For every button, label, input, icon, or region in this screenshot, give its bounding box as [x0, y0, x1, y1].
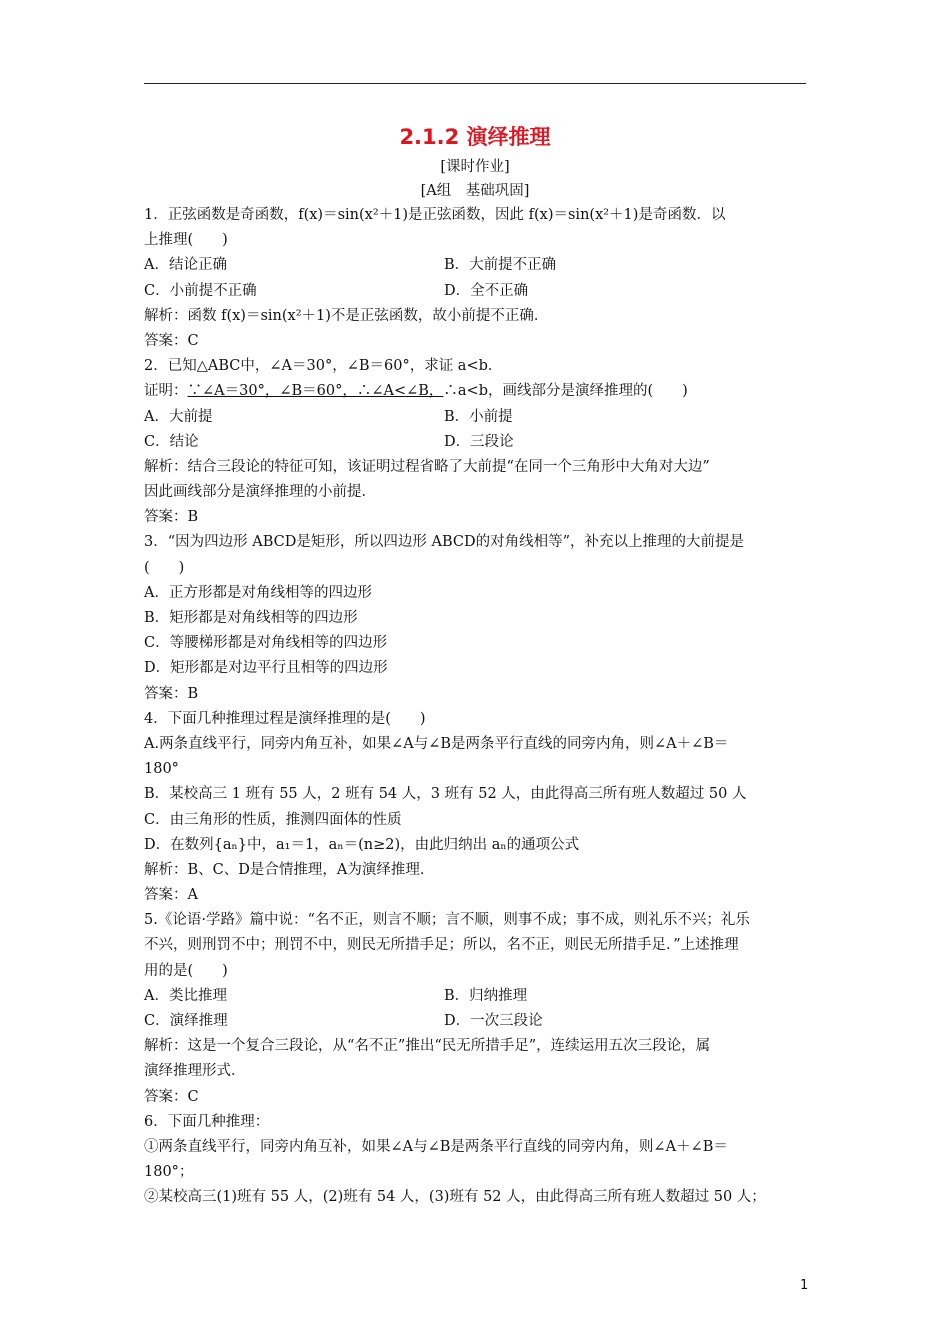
text-line [144, 782, 814, 807]
line-text: 1．正弦函数是奇函数，f(x)＝sin(x²＋1)是正弦函数，因此 f(x)＝sin(x²＋1)是奇函数．以 [144, 207, 726, 223]
line-text: ∴a<b，画线部分是演绎推理的( ) [443, 383, 688, 400]
line-text: 答案：C [144, 332, 199, 349]
line-text: ②某校高三(1)班有 55 人，(2)班有 54 人，(3)班有 52 人，由此得高三所有班人数超过 50 人； [144, 1189, 766, 1206]
text-line [144, 1160, 814, 1185]
text-line [144, 631, 814, 656]
line-text: 答案：C [144, 1088, 199, 1105]
option-left: A．结论正确 [144, 257, 227, 274]
line-prefix: 证明： [144, 383, 188, 400]
subtitle: [课时作业] [440, 159, 510, 175]
text-line [144, 933, 814, 958]
header-rule [144, 83, 806, 84]
text-line [144, 1034, 814, 1059]
text-line [144, 405, 814, 430]
line-text: 180°； [144, 1164, 194, 1181]
text-line [144, 959, 814, 984]
option-right: B．归纳推理 [444, 987, 528, 1004]
text-line [144, 984, 814, 1009]
text-line [144, 808, 814, 833]
line-text: 解析：结合三段论的特征可知，该证明过程省略了大前提“在同一个三角形中大角对大边” [144, 458, 710, 475]
line-text: 解析：函数 f(x)＝sin(x²＋1)不是正弦函数，故小前提不正确． [144, 307, 549, 324]
text-line [144, 656, 814, 681]
line-text: 用的是( ) [144, 962, 228, 979]
text-line [144, 1009, 814, 1034]
text-line [144, 682, 814, 707]
line-text: 解析：这是一个复合三段论，从“名不正”推出“民无所措手足”，连续运用五次三段论，属 [144, 1038, 711, 1055]
text-line [144, 354, 814, 379]
text-line [144, 1135, 814, 1160]
page-title: 2.1.2 演绎推理 [399, 125, 551, 149]
line-text: ①两条直线平行，同旁内角互补，如果∠A与∠B是两条平行直线的同旁内角，则∠A＋∠B＝ [144, 1138, 728, 1155]
line-text: C．等腰梯形都是对角线相等的四边形 [144, 635, 388, 652]
line-text: 6．下面几种推理： [144, 1113, 270, 1130]
text-line [144, 505, 814, 530]
text-line [144, 480, 814, 505]
text-line [144, 908, 814, 933]
option-right: D．全不正确 [444, 282, 529, 299]
option-right: B．大前提不正确 [444, 257, 557, 274]
line-text: 因此画线部分是演绎推理的小前提． [144, 484, 376, 501]
line-text: C．由三角形的性质，推测四面体的性质 [144, 811, 402, 828]
line-text: 不兴，则刑罚不中；刑罚不中，则民无所措手足；所以，名不正，则民无所措手足．”上述推理 [144, 937, 739, 954]
text-line [144, 304, 814, 329]
text-line [144, 279, 814, 304]
option-left: A．大前提 [144, 408, 213, 425]
text-line [144, 732, 814, 757]
document-body [144, 203, 814, 1211]
line-text: 上推理( ) [144, 232, 228, 249]
option-left: C．结论 [144, 433, 199, 450]
text-line [144, 556, 814, 581]
text-line [144, 329, 814, 354]
page-number: 1 [800, 1278, 809, 1293]
line-text: D．矩形都是对边平行且相等的四边形 [144, 660, 388, 677]
text-line [144, 833, 814, 858]
text-line [144, 530, 814, 555]
text-line [144, 707, 814, 732]
text-line [144, 253, 814, 278]
line-text: 4．下面几种推理过程是演绎推理的是( ) [144, 710, 426, 727]
text-line [144, 379, 814, 404]
option-left: C．小前提不正确 [144, 282, 257, 299]
text-line [144, 203, 814, 228]
option-left: C．演绎推理 [144, 1013, 228, 1029]
underlined-premise: ∵∠A＝30°，∠B＝60°，∴∠A<∠B， [187, 383, 444, 400]
line-text: A.两条直线平行，同旁内角互补，如果∠A与∠B是两条平行直线的同旁内角，则∠A＋∠B＝ [144, 735, 729, 752]
line-text: ( ) [144, 559, 185, 576]
line-text: 180° [144, 761, 179, 778]
group-heading: [A组 基础巩固] [420, 183, 530, 199]
text-line [144, 1185, 814, 1210]
text-line [144, 455, 814, 480]
line-text: 演绎推理形式． [144, 1063, 246, 1080]
line-text: 答案：A [144, 887, 198, 904]
line-text: 5.《论语·学路》篇中说：“名不正，则言不顺；言不顺，则事不成；事不成，则礼乐不兴；礼乐 [144, 912, 750, 929]
line-text: B．矩形都是对角线相等的四边形 [144, 610, 358, 626]
text-line [144, 1110, 814, 1135]
text-line [144, 1059, 814, 1084]
line-text: B．某校高三 1 班有 55 人，2 班有 54 人，3 班有 52 人，由此得高三所有班人数超过 50 人 [144, 786, 747, 803]
line-text: A．正方形都是对角线相等的四边形 [144, 584, 372, 601]
text-line [144, 1085, 814, 1110]
option-left: A．类比推理 [144, 987, 227, 1004]
line-text: 答案：B [144, 685, 199, 702]
text-line [144, 228, 814, 253]
line-text: 答案：B [144, 509, 199, 526]
text-line [144, 883, 814, 908]
text-line [144, 858, 814, 883]
text-line [144, 581, 814, 606]
option-right: D．三段论 [444, 433, 514, 450]
line-text: D．在数列{aₙ}中，a₁＝1，aₙ＝(n≥2)，由此归纳出 aₙ的通项公式 [144, 836, 580, 853]
line-text: 解析：B、C、D是合情推理，A为演绎推理． [144, 861, 435, 878]
option-right: B．小前提 [444, 408, 513, 425]
text-line [144, 430, 814, 455]
line-text: 3．“因为四边形 ABCD是矩形，所以四边形 ABCD的对角线相等”，补充以上推理的大前提是 [144, 534, 744, 551]
option-right: D．一次三段论 [444, 1013, 543, 1029]
text-line [144, 606, 814, 631]
text-line [144, 757, 814, 782]
line-text: 2．已知△ABC中，∠A＝30°，∠B＝60°，求证 a<b． [144, 358, 503, 375]
